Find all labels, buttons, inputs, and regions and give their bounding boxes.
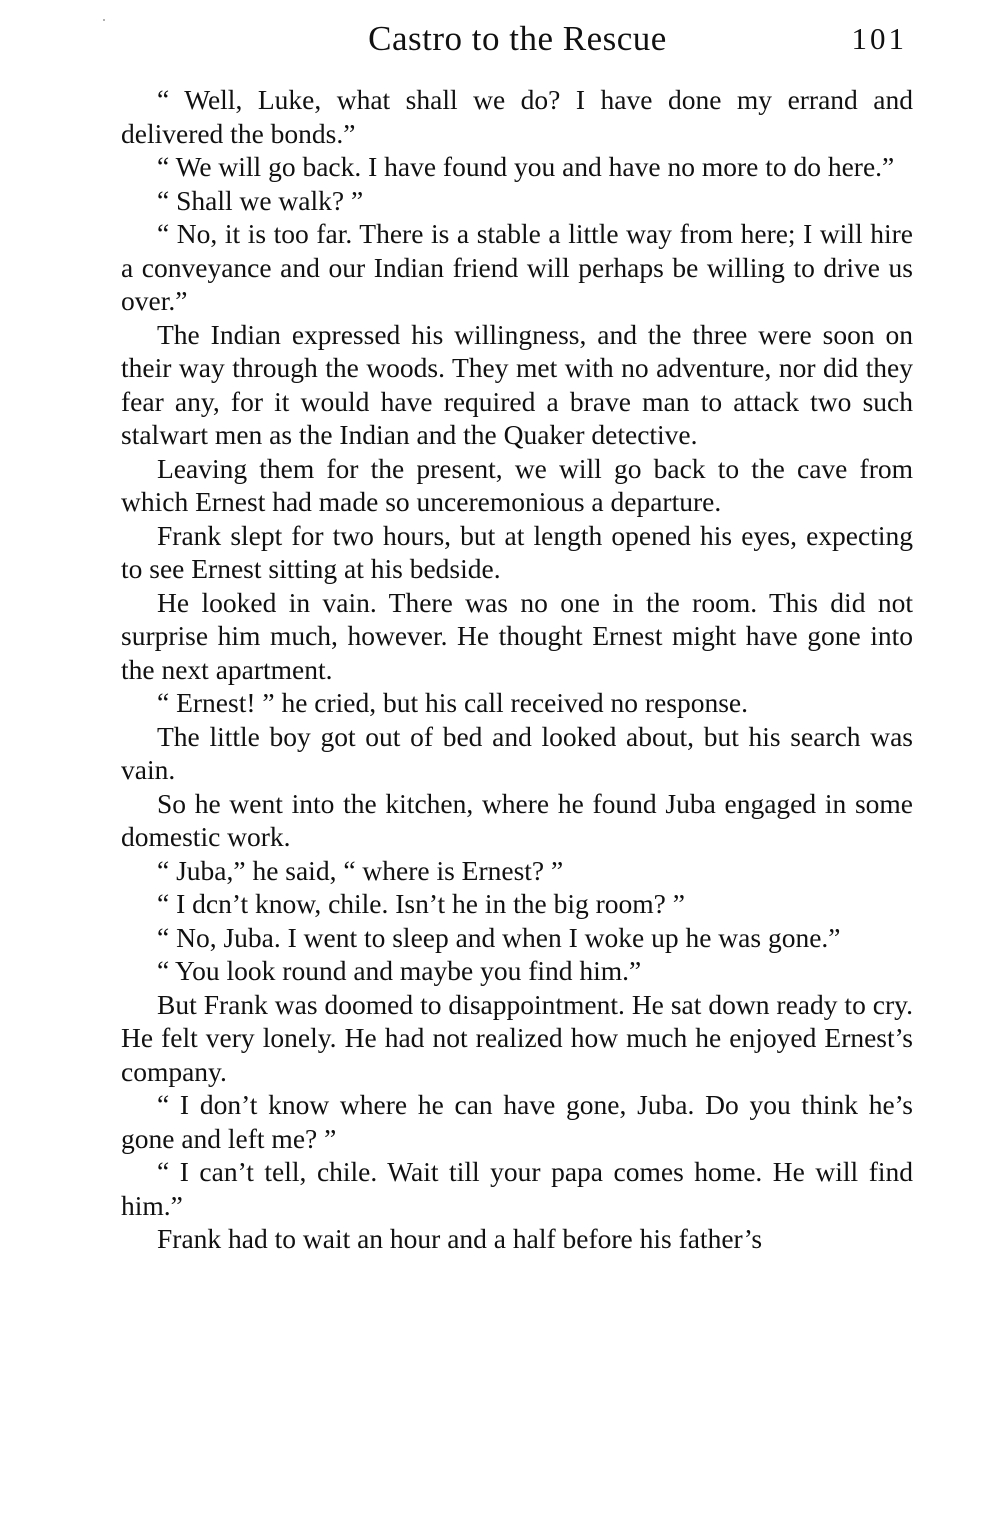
paragraph-12: “ Juba,” he said, “ where is Ernest? ” (157, 854, 564, 886)
print-speck (103, 19, 105, 21)
paragraph-7: Frank slept for two hours, but at length opened his eyes, expecting to see Ernest sitting at his bedside. (121, 519, 913, 584)
page-number: 101 (851, 21, 907, 56)
paragraph-15: “ You look round and maybe you find him.” (157, 955, 642, 986)
paragraph-14: “ No, Juba. I went to sleep and when I woke up he was gone.” (157, 921, 841, 953)
paragraph-5: The Indian expressed his willingness, and the three were soon on their way through the woods. They met with no adventure, nor did they fear any, for it would have required a brave man to attack two such stalwart men as the Indian and the Quaker detective. (121, 318, 913, 450)
paragraph-4: “ No, it is too far. There is a stable a little way from here; I will hire a conveyance and our Indian friend will perhaps be willing to drive us over.” (121, 218, 913, 316)
body-text (121, 83, 913, 1256)
paragraph-2: “ We will go back. I have found you and have no more to do here.” (157, 151, 895, 182)
paragraph-1: “ Well, Luke, what shall we do? I have done my errand and delivered the bonds.” (121, 84, 913, 149)
paragraph-16: But Frank was doomed to disappointment. He sat down ready to cry. He felt very lonely. He had not realized how much he enjoyed Ernest’s company. (121, 988, 913, 1087)
paragraph-17: “ I don’t know where he can have gone, Juba. Do you think he’s gone and left me? ” (121, 1089, 913, 1154)
paragraph-6: Leaving them for the present, we will go back to the cave from which Ernest had made so unceremonious a departure. (121, 452, 913, 517)
paragraph-10: The little boy got out of bed and looked about, but his search was vain. (121, 720, 913, 785)
paragraph-3: “ Shall we walk? ” (157, 184, 364, 216)
paragraph-19: Frank had to wait an hour and a half before his father’s (157, 1223, 763, 1254)
paragraph-13: “ I dcn’t know, chile. Isn’t he in the big room? ” (157, 888, 685, 919)
chapter-title: Castro to the Rescue (368, 19, 667, 58)
running-head (120, 14, 915, 64)
paragraph-11: So he went into the kitchen, where he found Juba engaged in some domestic work. (121, 787, 913, 852)
paragraph-9: “ Ernest! ” he cried, but his call received no response. (157, 687, 749, 718)
paragraph-18: “ I can’t tell, chile. Wait till your papa comes home. He will find him.” (121, 1156, 913, 1221)
paragraph-8: He looked in vain. There was no one in the room. This did not surprise him much, however. He thought Ernest might have gone into the next apartment. (121, 586, 913, 685)
